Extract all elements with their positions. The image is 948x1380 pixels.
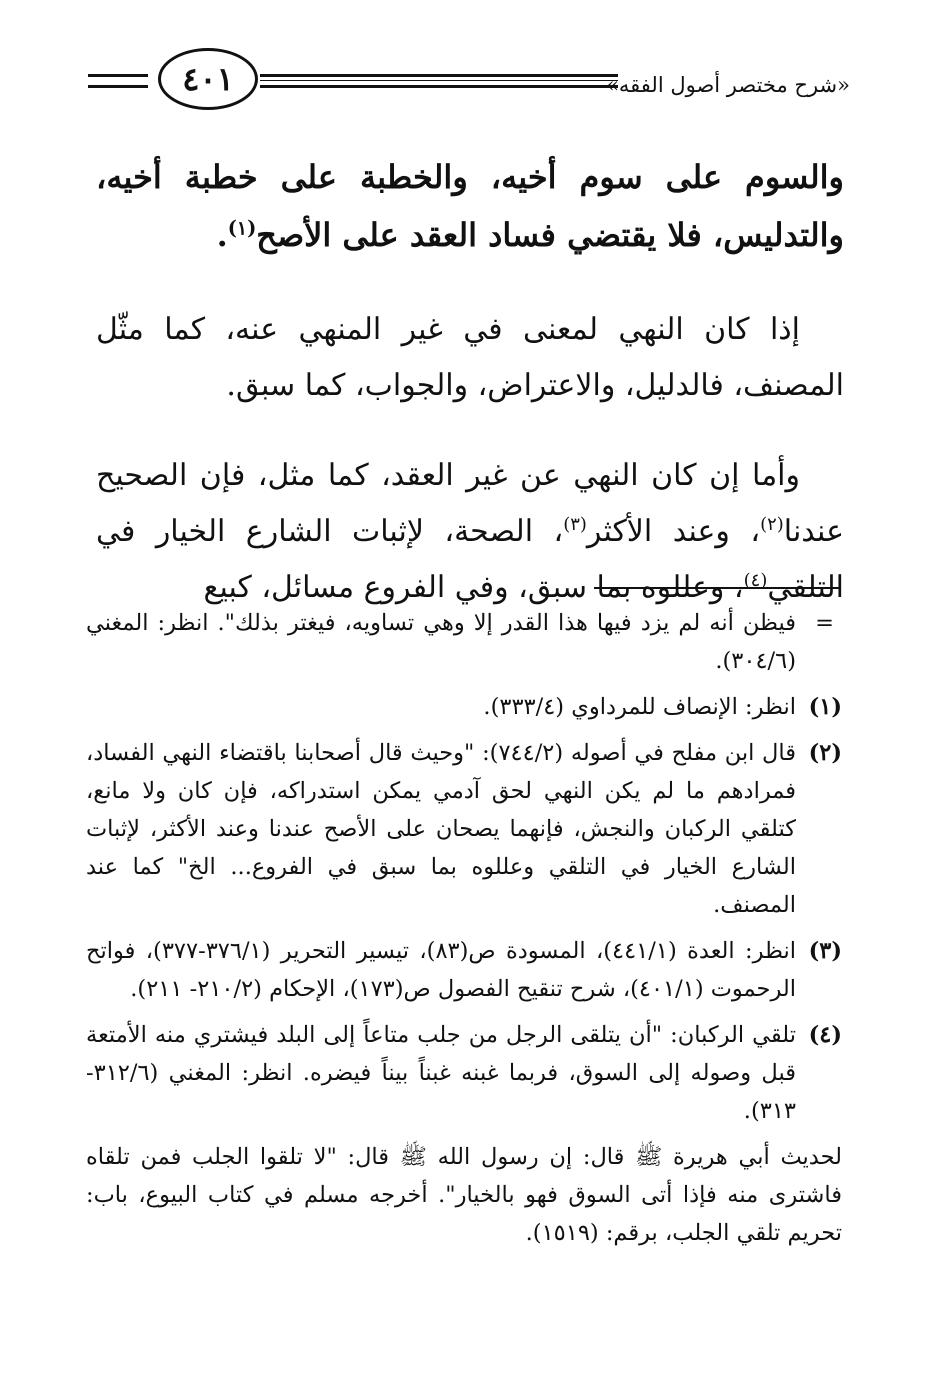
footnote-ref-4: (٤) — [743, 570, 768, 591]
footnote-ref-1: (١) — [227, 216, 257, 240]
paragraph-2: إذا كان النهي لمعنى في غير المنهي عنه، كما مثّل المصنف، فالدليل، والاعتراض، والجواب، كما سبق. — [96, 312, 844, 403]
paragraph-3-text-b: ، وعند الأكثر — [586, 514, 761, 549]
header-rule-left — [88, 74, 148, 88]
footnote-marker: (٤) — [808, 1022, 842, 1048]
continuation-marker: = — [815, 610, 834, 636]
page-number: ٤٠١ — [158, 48, 258, 110]
main-text — [96, 148, 844, 616]
footnote-separator — [594, 587, 840, 589]
footnote-4 — [86, 1016, 842, 1130]
paragraph-3-text-a: وأما إن كان النهي عن غير العقد، كما مثل، فإن الصحيح عندنا — [96, 458, 844, 549]
footnote-ref-3: (٣) — [563, 514, 587, 535]
paragraph-1-end: . — [216, 216, 228, 254]
footnote-continuation — [86, 604, 842, 680]
paragraph-3 — [96, 448, 844, 616]
header-rule — [260, 74, 618, 88]
footnote-text: انظر: العدة (٤٤١/١)، المسودة ص(٨٣)، تيسير التحرير (٣٧٦/١-٣٧٧)، فواتح الرحموت (٤٠١/١)، شرح تنقيح الفصول ص(١٧٣)، الإحكام (٢١٠/٢- ٢١١). — [86, 938, 796, 1002]
footnote-text: قال ابن مفلح في أصوله (٧٤٤/٢): "وحيث قال أصحابنا باقتضاء النهي الفساد، فمرادهم ما لم يكن النهي لحق آدمي يمكن استدراكه، فإن كان ولا مانع، كتلقي الركبان والنجش، فإنهما يصحان على الأصح عندنا وعند الأكثر، لإثبات الشارع الخيار في التلقي وعللوه بما سبق في الفروع... الخ" كما عند المصنف. — [86, 740, 796, 918]
footnote-marker: (١) — [808, 694, 842, 720]
paragraph-1 — [96, 148, 844, 264]
footnote-1 — [86, 688, 842, 726]
footnote-ref-2: (٢) — [760, 514, 784, 535]
running-title: «شرح مختصر أصول الفقه» — [606, 73, 850, 97]
continuation-text: فيظن أنه لم يزد فيها هذا القدر إلا وهي تساويه، فيغتر بذلك". انظر: المغني (٣٠٤/٦). — [86, 610, 796, 674]
paragraph-3-text-d: ، وعللوه بما سبق، وفي الفروع مسائل، كبيع — [203, 570, 744, 605]
page-header — [88, 48, 850, 118]
footnotes — [86, 604, 842, 1252]
footnote-4-continuation: لحديث أبي هريرة ﷺ قال: إن رسول الله ﷺ قال: "لا تلقوا الجلب فمن تلقاه فاشترى منه فإذا أتى السوق فهو بالخيار". أخرجه مسلم في كتاب البيوع، باب: تحريم تلقي الجلب، برقم: (١٥١٩). — [86, 1144, 842, 1246]
footnote-marker: (٣) — [808, 938, 842, 964]
footnote-marker: (٢) — [808, 740, 842, 766]
footnote-text: تلقي الركبان: "أن يتلقى الرجل من جلب متاعاً إلى البلد فيشتري منه الأمتعة قبل وصوله إلى السوق، فربما غبنه غبناً بيناً فيضره. انظر: المغني (٣١٢/٦- ٣١٣). — [86, 1022, 796, 1124]
paragraph-1-text: والسوم على سوم أخيه، والخطبة على خطبة أخيه، والتدليس، فلا يقتضي فساد العقد على الأصح — [96, 158, 844, 254]
footnote-text: انظر: الإنصاف للمرداوي (٣٣٣/٤). — [483, 694, 796, 720]
footnote-2 — [86, 734, 842, 924]
paragraph-3-text-c: ، الصحة، لإثبات الشارع الخيار في التلقي — [96, 514, 844, 605]
footnote-3 — [86, 932, 842, 1008]
